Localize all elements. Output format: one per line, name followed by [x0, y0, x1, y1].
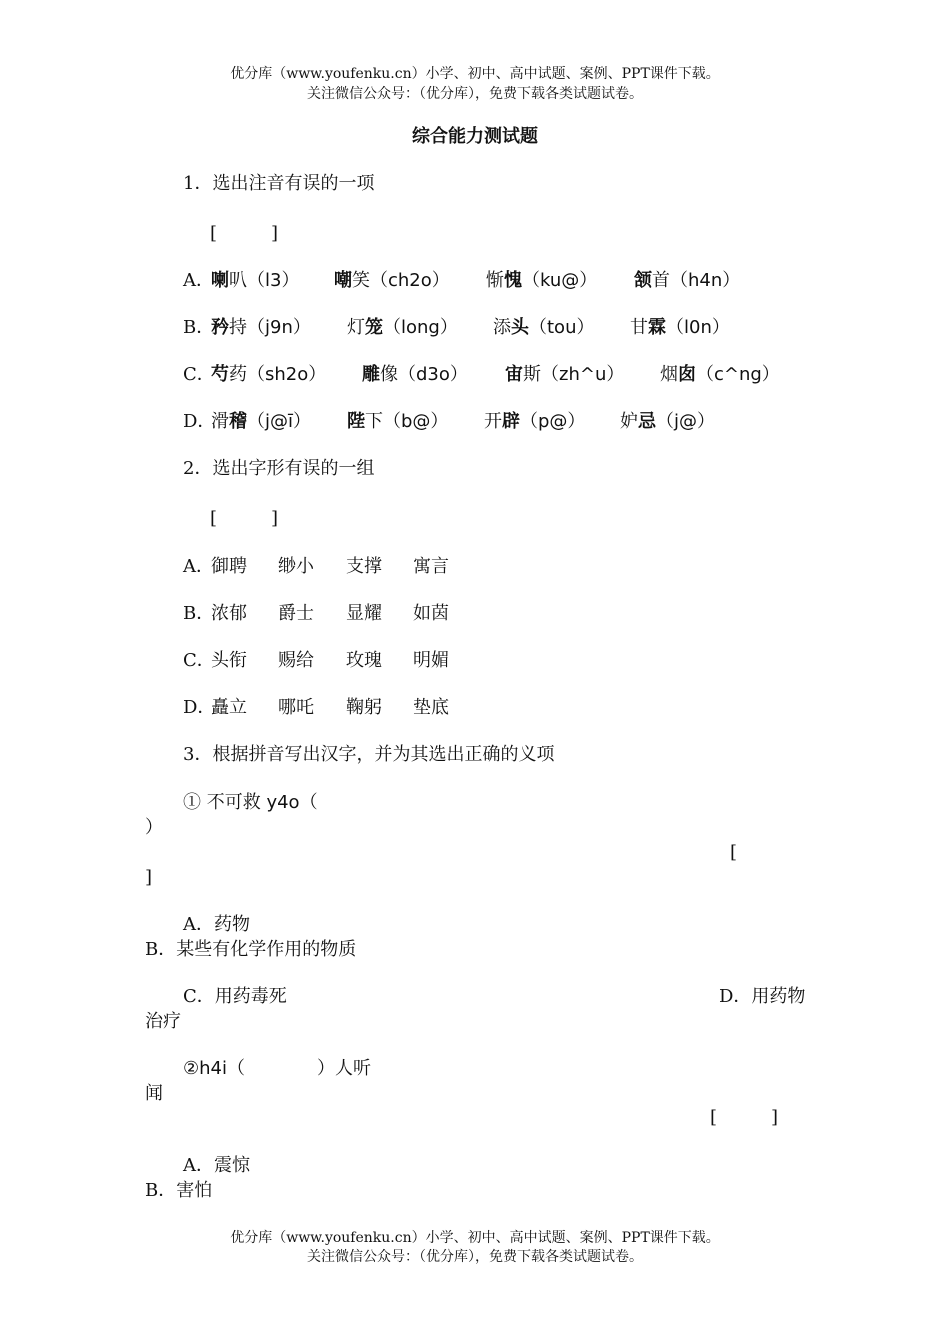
q2-d-word-3: 鞠躬 [346, 697, 382, 718]
q1-b-item-2: 灯笼（long） [347, 317, 458, 338]
q2-b-word-1: 浓郁 [211, 603, 247, 624]
q3-sub1-lead: ① 不可救 y4o（ [183, 792, 318, 813]
q3-sub1-option-a: A．药物 [183, 914, 250, 935]
q2-c-word-1: 头衔 [211, 650, 247, 671]
option-label: B． [183, 317, 215, 338]
q1-c-item-4: 烟囱（c^ng） [660, 364, 780, 385]
q1-d-item-2: 陛下（b@） [347, 411, 449, 432]
q1-option-c [183, 364, 215, 386]
option-label: D． [183, 411, 216, 432]
q3-sub2-option-b: B．害怕 [145, 1180, 213, 1201]
q1-stem: 1．选出注音有误的一项 [183, 173, 375, 194]
q2-stem: 2．选出字形有误的一组 [183, 458, 375, 479]
q1-option-b [183, 317, 214, 339]
q1-b-item-3: 添头（tou） [493, 317, 595, 338]
q2-option-d: D． [183, 697, 216, 718]
q1-a-item-1: 喇叭（l3） [211, 270, 300, 291]
q3-sub2-bracket: [ ] [710, 1107, 779, 1128]
q2-answer-bracket: [ ] [210, 508, 279, 529]
q2-b-word-3: 显耀 [346, 603, 382, 624]
q3-sub1-close-paren: ） [145, 817, 163, 838]
q1-a-item-4: 颔首（h4n） [634, 270, 741, 291]
q1-a-item-2: 嘲笑（ch2o） [334, 270, 450, 291]
q2-d-word-1: 矗立 [211, 697, 247, 718]
q3-sub2-wrap: 闻 [145, 1083, 163, 1104]
q3-sub2-option-a: A．震惊 [183, 1155, 250, 1176]
q3-sub1-bracket-open: [ [730, 842, 738, 863]
header-line-1: 优分库（www.youfenku.cn）小学、初中、高中试题、案例、PPT课件下载。 [230, 66, 720, 82]
q2-d-word-2: 哪吒 [278, 697, 314, 718]
q1-c-item-1: 芍药（sh2o） [211, 364, 327, 385]
q3-sub1-option-b: B．某些有化学作用的物质 [145, 939, 357, 960]
q2-a-word-4: 寓言 [413, 556, 449, 577]
q1-a-item-3: 惭愧（ku@） [486, 270, 598, 291]
q2-option-a: A． [183, 556, 214, 577]
q3-sub1-option-d: D．用药物 [719, 986, 806, 1007]
q3-sub2-lead: ②h4i（ ）人听 [183, 1058, 371, 1079]
q3-sub1-option-d-wrap: 治疗 [145, 1011, 181, 1032]
page-title: 综合能力测试题 [412, 126, 538, 147]
q1-d-item-4: 妒忌（j@） [620, 411, 716, 432]
q3-sub1-bracket-close: ] [145, 867, 153, 888]
q1-c-item-3: 宙斯（zh^u） [505, 364, 625, 385]
q2-c-word-3: 玫瑰 [346, 650, 382, 671]
header-line-2: 关注微信公众号：（优分库），免费下载各类试题试卷。 [307, 86, 643, 102]
q2-a-word-2: 缈小 [278, 556, 314, 577]
q1-answer-bracket: [ ] [210, 223, 279, 244]
footer-line-2: 关注微信公众号：（优分库），免费下载各类试题试卷。 [307, 1249, 643, 1265]
q3-sub1-option-c: C．用药毒死 [183, 986, 287, 1007]
q2-option-c: C． [183, 650, 215, 671]
q1-c-item-2: 雕像（d3o） [362, 364, 468, 385]
option-label: A． [183, 270, 214, 291]
q3-stem: 3．根据拼音写出汉字，并为其选出正确的义项 [183, 744, 555, 765]
q2-a-word-1: 御聘 [211, 556, 247, 577]
q1-d-item-3: 开辟（p@） [484, 411, 586, 432]
option-label: C． [183, 364, 215, 385]
footer-line-1: 优分库（www.youfenku.cn）小学、初中、高中试题、案例、PPT课件下载。 [230, 1230, 720, 1246]
q2-c-word-4: 明媚 [413, 650, 449, 671]
q1-b-item-1: 矜持（j9n） [211, 317, 311, 338]
q2-b-word-2: 爵士 [278, 603, 314, 624]
q1-option-a [183, 270, 214, 292]
q2-option-b: B． [183, 603, 215, 624]
q2-a-word-3: 支撑 [346, 556, 382, 577]
q1-d-item-1: 滑稽（j@ī） [211, 411, 312, 432]
q1-b-item-4: 甘霖（l0n） [630, 317, 730, 338]
q2-d-word-4: 垫底 [413, 697, 449, 718]
q2-b-word-4: 如茵 [413, 603, 449, 624]
q2-c-word-2: 赐给 [278, 650, 314, 671]
